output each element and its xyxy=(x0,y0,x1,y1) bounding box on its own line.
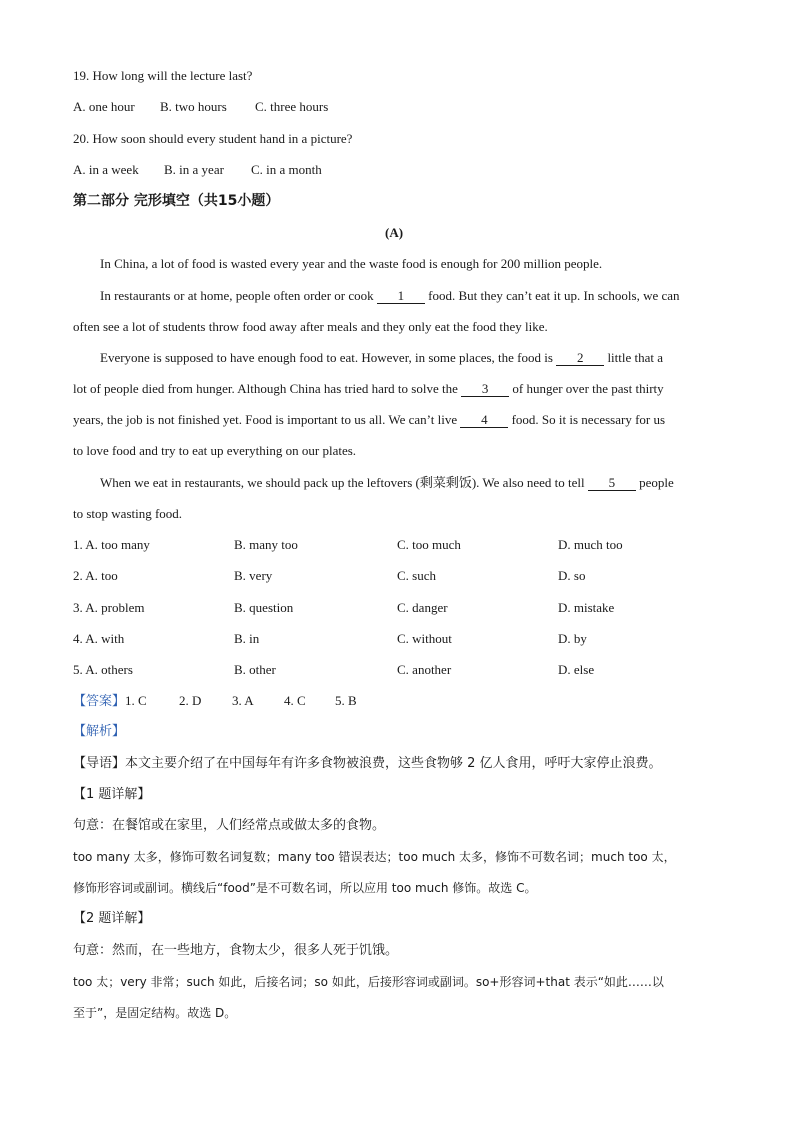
answer-item: 3. A xyxy=(232,693,254,708)
option-c: C. another xyxy=(397,662,452,677)
answer-line xyxy=(73,693,357,710)
option-c: C. three hours xyxy=(255,99,329,114)
detail-1-title: 【1 题详解】 xyxy=(73,787,151,802)
paragraph-3-line-4: to love food and try to eat up everything on our plates. xyxy=(73,443,357,458)
paragraph-2-line-1 xyxy=(100,288,680,304)
paragraph-2-line-2: often see a lot of students throw food away after meals and they only eat the food they like. xyxy=(73,319,548,334)
guide-line xyxy=(73,756,662,772)
section-title: 第二部分 完形填空（共15小题） xyxy=(73,193,280,209)
option-c: C. danger xyxy=(397,600,448,615)
answer-item: 2. D xyxy=(179,693,202,708)
detail-1-line-3: 修饰形容词或副词。横线后“food”是不可数名词，所以应用 too much 修饰。故选 C。 xyxy=(73,881,537,895)
options-row-1 xyxy=(73,537,623,553)
option-d: D. much too xyxy=(558,537,623,552)
option-d: D. so xyxy=(558,568,586,583)
paragraph-1: In China, a lot of food is wasted every year and the waste food is enough for 200 million people. xyxy=(100,256,603,271)
answer-item: 4. C xyxy=(284,693,306,708)
option-c: C. in a month xyxy=(251,162,322,177)
text: little that a xyxy=(604,350,664,365)
blank-5[interactable]: 5 xyxy=(588,476,636,491)
text: Everyone is supposed to have enough food to eat. However, in some places, the food is xyxy=(100,350,557,365)
question-20-options xyxy=(73,162,322,178)
option-c: C. too much xyxy=(397,537,461,552)
paragraph-3-line-1 xyxy=(100,350,663,366)
option-a: 1. A. too many xyxy=(73,537,150,552)
detail-1-line-2: too many 太多，修饰可数名词复数；many too 错误表达；too much 太多，修饰不可数名词；much too 太， xyxy=(73,850,676,864)
option-a: A. in a week xyxy=(73,162,139,177)
text: When we eat in restaurants, we should pack up the leftovers (剩菜剩饭). We also need to tell xyxy=(100,475,588,490)
option-a: 5. A. others xyxy=(73,662,133,677)
options-row-4 xyxy=(73,631,587,647)
detail-2-line-1: 句意：然而，在一些地方，食物太少，很多人死于饥饿。 xyxy=(73,943,399,958)
paragraph-3-line-2 xyxy=(73,381,664,397)
answer-item: 5. B xyxy=(335,693,357,708)
option-d: D. by xyxy=(558,631,587,646)
text: people xyxy=(635,475,674,490)
option-d: D. else xyxy=(558,662,595,677)
guide-text: 本文主要介绍了在中国每年有许多食物被浪费，这些食物够 2 亿人食用，呼吁大家停止浪费。 xyxy=(125,756,662,771)
option-b: B. many too xyxy=(234,537,298,552)
text: In restaurants or at home, people often order or cook xyxy=(100,288,377,303)
option-c: C. such xyxy=(397,568,436,583)
question-19: 19. How long will the lecture last? xyxy=(73,68,253,83)
text: food. But they can’t eat it up. In schools, we can xyxy=(424,288,680,303)
option-a: 3. A. problem xyxy=(73,600,145,615)
analysis-label: 【解析】 xyxy=(73,724,126,739)
text: of hunger over the past thirty xyxy=(509,381,664,396)
text: years, the job is not finished yet. Food is important to us all. We can’t live xyxy=(73,412,461,427)
option-a: 4. A. with xyxy=(73,631,125,646)
blank-3[interactable]: 3 xyxy=(461,382,509,397)
option-a: 2. A. too xyxy=(73,568,118,583)
paragraph-4-line-1 xyxy=(100,475,674,491)
option-b: B. two hours xyxy=(160,99,227,114)
detail-1-line-1: 句意：在餐馆或在家里，人们经常点或做太多的食物。 xyxy=(73,818,386,833)
options-row-5 xyxy=(73,662,595,678)
options-row-3 xyxy=(73,600,615,616)
detail-2-title: 【2 题详解】 xyxy=(73,911,151,926)
option-a: A. one hour xyxy=(73,99,135,114)
blank-4[interactable]: 4 xyxy=(460,413,508,428)
text: food. So it is necessary for us xyxy=(508,412,666,427)
option-b: B. in xyxy=(234,631,260,646)
detail-2-line-3: 至于”，是固定结构。故选 D。 xyxy=(73,1006,237,1020)
blank-2[interactable]: 2 xyxy=(556,351,604,366)
option-b: B. in a year xyxy=(164,162,224,177)
options-row-2 xyxy=(73,568,586,584)
option-d: D. mistake xyxy=(558,600,615,615)
question-19-options xyxy=(73,99,329,115)
answer-item: 1. C xyxy=(125,693,147,708)
blank-1[interactable]: 1 xyxy=(377,289,425,304)
option-c: C. without xyxy=(397,631,452,646)
guide-label: 【导语】 xyxy=(73,756,126,771)
question-20: 20. How soon should every student hand in a picture? xyxy=(73,131,353,146)
paragraph-4-line-2: to stop wasting food. xyxy=(73,506,183,521)
answer-label: 【答案】 xyxy=(73,694,126,709)
text: lot of people died from hunger. Although China has tried hard to solve the xyxy=(73,381,462,396)
paragraph-3-line-3 xyxy=(73,412,665,428)
option-b: B. very xyxy=(234,568,273,583)
detail-2-line-2: too 太；very 非常；such 如此，后接名词；so 如此，后接形容词或副词。so+形容词+that 表示“如此……以 xyxy=(73,975,664,989)
option-b: B. question xyxy=(234,600,294,615)
passage-label: (A) xyxy=(385,225,404,240)
option-b: B. other xyxy=(234,662,276,677)
